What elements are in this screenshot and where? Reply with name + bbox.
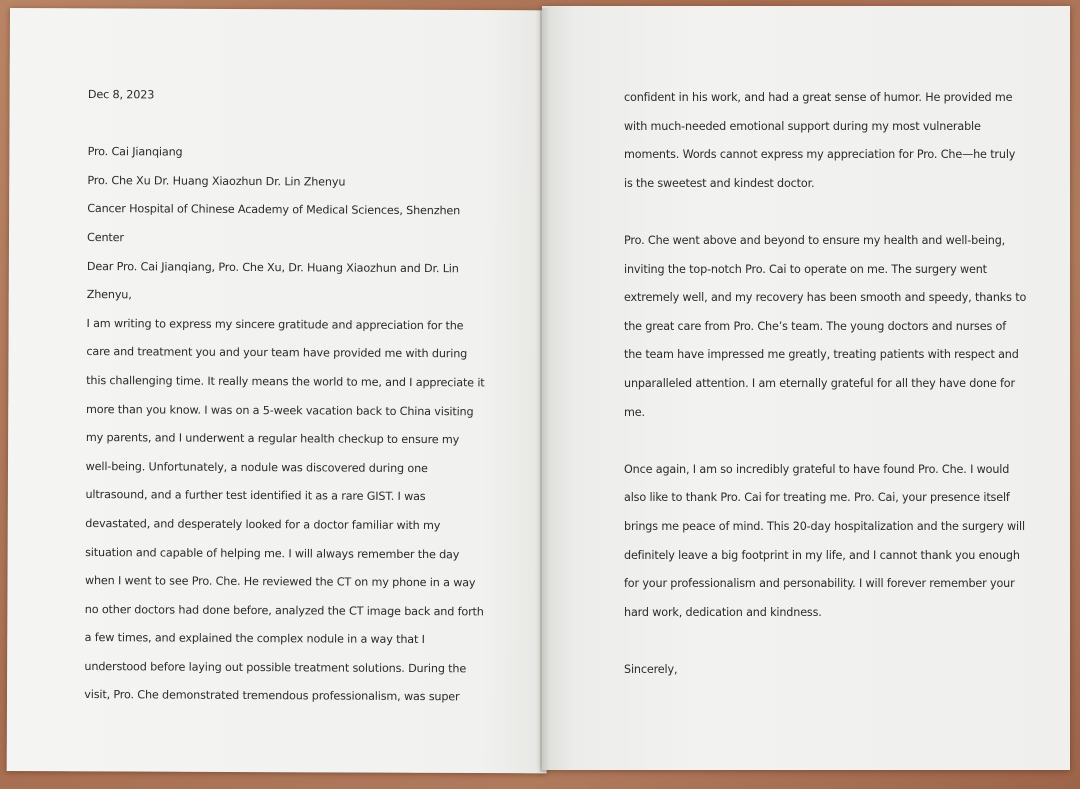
letter-date: Dec 8, 2023 xyxy=(87,87,155,102)
letter-left-column xyxy=(84,86,488,717)
recipient-line: Pro. Cai Jianqiang xyxy=(87,145,183,159)
body-line: situation and capable of helping me. I will always remember the day xyxy=(85,545,460,561)
paragraph-spacer xyxy=(624,432,1024,461)
body-line: moments. Words cannot express my appreciation for Pro. Che—he truly xyxy=(624,148,1016,162)
recipient-line: Pro. Che Xu Dr. Huang Xiaozhun Dr. Lin Zhenyu xyxy=(87,173,346,189)
body-line: when I went to see Pro. Che. He reviewed the CT on my phone in a way xyxy=(84,574,476,590)
body-line: definitely leave a big footprint in my life, and I cannot thank you enough xyxy=(624,548,1020,562)
body-line: also like to thank Pro. Cai for treating me. Pro. Cai, your presence itself xyxy=(624,491,1010,505)
body-line: with much-needed emotional support during my most vulnerable xyxy=(624,119,981,133)
body-line: is the sweetest and kindest doctor. xyxy=(624,176,815,190)
body-line: I am writing to express my sincere gratitude and appreciation for the xyxy=(86,316,464,333)
body-line: hard work, dedication and kindness. xyxy=(624,605,822,619)
page-fold-shadow xyxy=(540,8,550,772)
paragraph-spacer xyxy=(624,632,1024,661)
body-line: a few times, and explained the complex nodule in a way that I xyxy=(84,631,425,647)
letter-right-column xyxy=(624,89,1027,689)
body-line: understood before laying out possible treatment solutions. During the xyxy=(84,659,467,676)
letter-closing: Sincerely, xyxy=(624,662,678,676)
body-line: devastated, and desperately looked for a doctor familiar with my xyxy=(85,516,441,533)
body-line: for your professionalism and personability. I will forever remember your xyxy=(624,577,1015,591)
body-line: this challenging time. It really means the world to me, and I appreciate it xyxy=(86,373,485,390)
body-line: visit, Pro. Che demonstrated tremendous professionalism, was super xyxy=(84,688,460,704)
body-line: my parents, and I underwent a regular health checkup to ensure my xyxy=(85,431,460,447)
body-line: extremely well, and my recovery has been smooth and speedy, thanks to xyxy=(624,291,1027,305)
body-line: unparalleled attention. I am eternally grateful for all they have done for xyxy=(624,376,1015,390)
body-line: no other doctors had done before, analyzed the CT image back and forth xyxy=(84,602,484,619)
body-line: care and treatment you and your team have provided me with during xyxy=(86,345,468,361)
body-line: the great care from Pro. Che’s team. The young doctors and nurses of xyxy=(624,319,1007,333)
body-line: confident in his work, and had a great sense of humor. He provided me xyxy=(624,91,1013,104)
spacer xyxy=(88,115,488,146)
recipient-line: Center xyxy=(87,230,124,245)
body-line: the team have impressed me greatly, treating patients with respect and xyxy=(624,348,1019,362)
recipient-line: Cancer Hospital of Chinese Academy of Medical Sciences, Shenzhen xyxy=(87,202,461,218)
salutation-line: Zhenyu, xyxy=(86,288,132,302)
body-line: more than you know. I was on a 5-week vacation back to China visiting xyxy=(85,402,474,418)
body-line: Pro. Che went above and beyond to ensure my health and well-being, xyxy=(624,233,1006,247)
body-line: well-being. Unfortunately, a nodule was discovered during one xyxy=(85,459,428,475)
body-line: brings me peace of mind. This 20-day hospitalization and the surgery will xyxy=(624,519,1025,533)
body-line: inviting the top-notch Pro. Cai to operate on me. The surgery went xyxy=(624,262,987,276)
body-line: ultrasound, and a further test identified it as a rare GIST. I was xyxy=(85,488,426,504)
body-line: Once again, I am so incredibly grateful to have found Pro. Che. I would xyxy=(624,462,1010,476)
paragraph-spacer xyxy=(624,203,1024,232)
salutation-line: Dear Pro. Cai Jianqiang, Pro. Che Xu, Dr. Huang Xiaozhun and Dr. Lin xyxy=(86,259,459,275)
body-line: me. xyxy=(624,405,645,419)
